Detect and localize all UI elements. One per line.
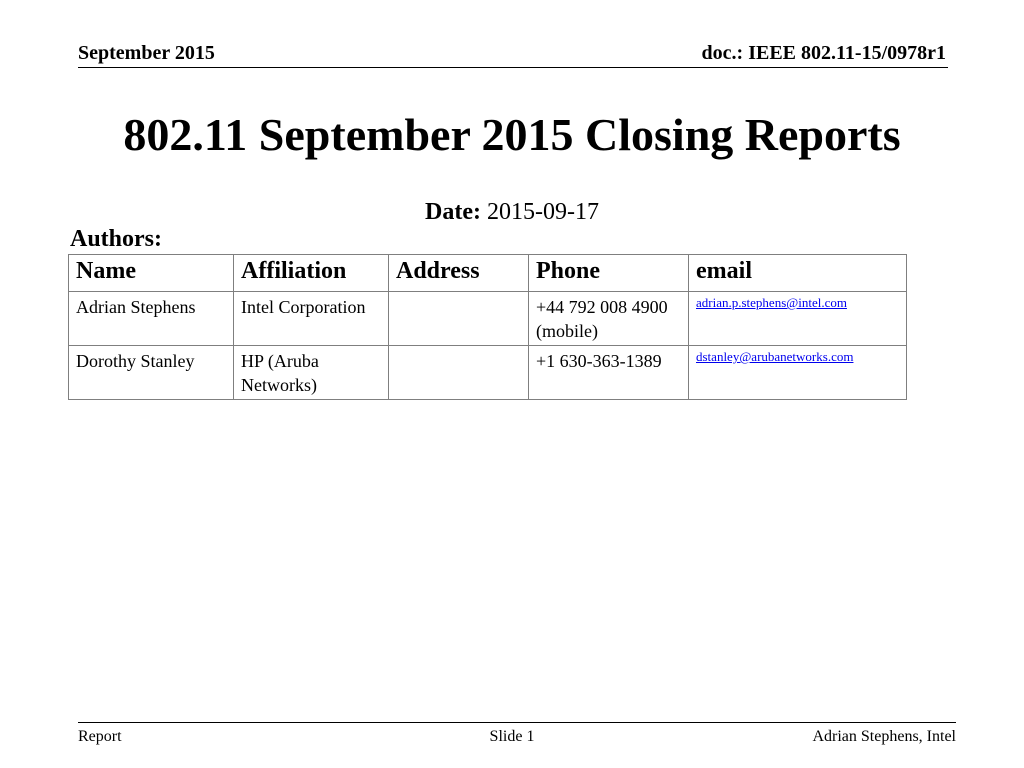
slide-title: 802.11 September 2015 Closing Reports: [123, 109, 901, 160]
author-affiliation: HP (Aruba Networks): [234, 346, 389, 400]
author-email-link[interactable]: dstanley@arubanetworks.com: [696, 349, 854, 364]
header-divider: [78, 67, 948, 68]
author-email-cell: [689, 292, 907, 346]
date-value: 2015-09-17: [486, 199, 599, 225]
author-name: Adrian Stephens: [69, 292, 234, 346]
date-line: [0, 199, 1024, 226]
column-header-email: email: [689, 255, 907, 292]
author-affiliation: Intel Corporation: [234, 292, 389, 346]
slide-number: Slide 1: [489, 728, 535, 745]
author-email-link[interactable]: adrian.p.stephens@intel.com: [696, 295, 847, 310]
author-email-cell: [689, 346, 907, 400]
author-phone: +44 792 008 4900 (mobile): [529, 292, 689, 346]
column-header-address: Address: [389, 255, 529, 292]
table-row: [69, 292, 907, 346]
header-doc-id: doc.: IEEE 802.11-15/0978r1: [701, 42, 946, 64]
table-row: [69, 346, 907, 400]
header-date: September 2015: [78, 42, 215, 64]
footer-divider: [78, 722, 956, 723]
authors-label: Authors:: [70, 226, 163, 252]
footer-author: Adrian Stephens, Intel: [812, 728, 956, 745]
column-header-affiliation: Affiliation: [234, 255, 389, 292]
author-phone: +1 630-363-1389: [529, 346, 689, 400]
author-address: [389, 292, 529, 346]
authors-table: [68, 254, 907, 400]
author-address: [389, 346, 529, 400]
footer-label: Report: [78, 728, 122, 745]
author-name: Dorothy Stanley: [69, 346, 234, 400]
date-label: Date:: [425, 199, 481, 225]
table-header-row: [69, 255, 907, 292]
column-header-phone: Phone: [529, 255, 689, 292]
column-header-name: Name: [69, 255, 234, 292]
